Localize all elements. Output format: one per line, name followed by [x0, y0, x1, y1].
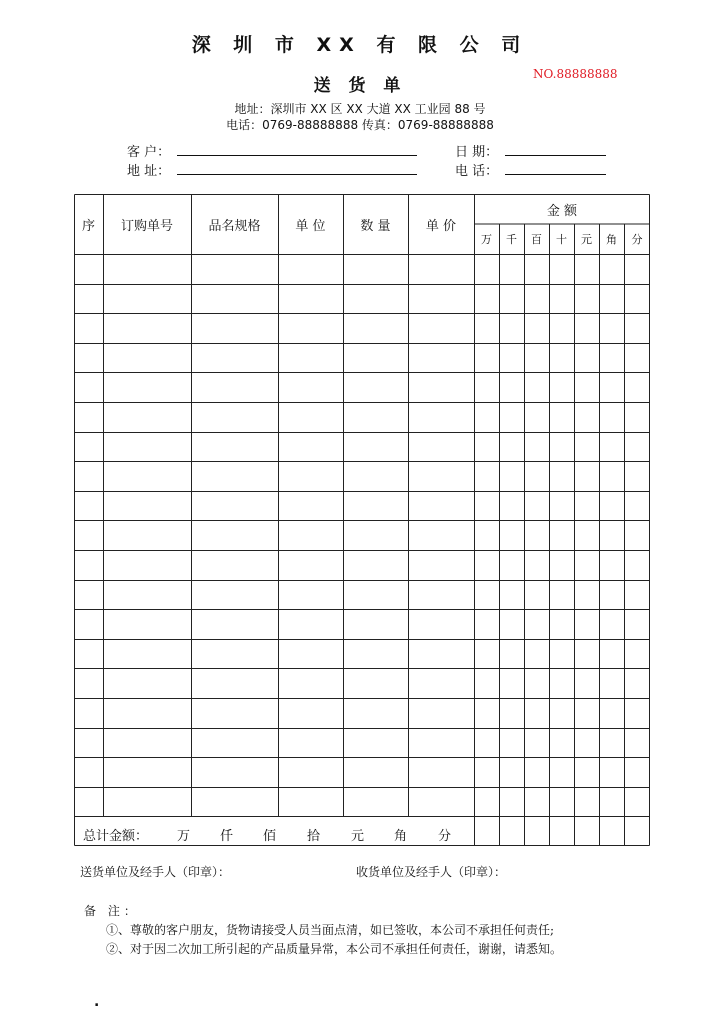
document-title: 送 货 单 [313, 76, 407, 96]
company-phone-fax: 电话：0769-88888888 传真：0769-88888888 [226, 118, 494, 132]
company-address: 地址：深圳市 XX 区 XX 大道 XX 工业园 88 号 [234, 102, 486, 116]
delivery-table [74, 194, 650, 846]
customer-address-line[interactable] [177, 174, 417, 175]
customer-address-label: 地 址： [127, 164, 171, 179]
header-amount: 金 额 [546, 203, 578, 219]
header-quantity: 数 量 [360, 218, 391, 234]
sender-signature-label: 送货单位及经手人（印章）： [80, 865, 231, 879]
digit-jiao: 角 [606, 233, 617, 246]
date-label: 日 期： [455, 145, 499, 160]
header-order-no: 订购单号 [120, 218, 173, 234]
total-unit-yuan: 元 [351, 829, 365, 844]
total-amount-label: 总计金额： [83, 829, 149, 844]
digit-bai: 百 [531, 233, 542, 246]
telephone-label: 电 话： [455, 164, 499, 179]
digit-shi: 十 [556, 233, 567, 246]
digit-yuan: 元 [581, 233, 592, 246]
total-unit-shi: 拾 [307, 829, 321, 844]
total-unit-wan: 万 [177, 829, 191, 844]
total-unit-qian: 仟 [220, 829, 234, 844]
header-seq: 序 [81, 218, 95, 234]
company-name: 深 圳 市 XX 有 限 公 司 [191, 34, 529, 56]
table-grid-lines [74, 194, 650, 846]
customer-label: 客 户： [127, 145, 171, 160]
notes-label: 备 注： [84, 904, 140, 918]
digit-wan: 万 [481, 233, 492, 246]
digit-qian: 千 [506, 233, 517, 246]
note-item-2: ②、对于因二次加工所引起的产品质量异常，本公司不承担任何责任，谢谢，请悉知。 [106, 942, 563, 956]
digit-fen: 分 [631, 233, 643, 246]
telephone-line[interactable] [505, 174, 606, 175]
total-unit-jiao: 角 [394, 829, 408, 844]
footer-mark: . [94, 994, 100, 1010]
total-unit-fen: 分 [438, 829, 452, 844]
header-unit: 单 位 [295, 218, 326, 234]
note-item-1: ①、尊敬的客户朋友，货物请接受人员当面点清，如已签收，本公司不承担任何责任; [106, 923, 555, 937]
customer-line[interactable] [177, 155, 417, 156]
header-price: 单 价 [425, 218, 457, 234]
date-line[interactable] [505, 155, 606, 156]
header-product: 品名规格 [208, 218, 261, 234]
receiver-signature-label: 收货单位及经手人（印章）： [356, 865, 507, 879]
total-unit-bai: 佰 [263, 829, 277, 844]
document-number: NO.88888888 [533, 67, 618, 81]
